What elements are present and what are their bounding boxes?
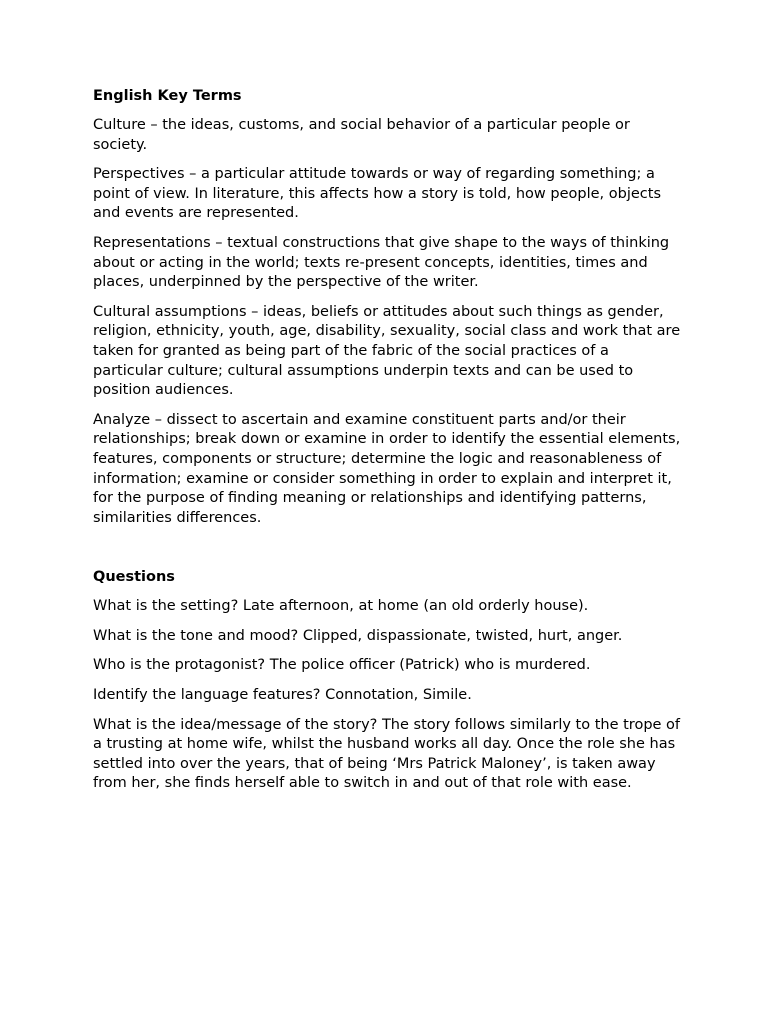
term-analyze: Analyze – dissect to ascertain and examine constituent parts and/or their relationships; break down or examine in order to identify the essential elements, features, components or structure; determine the logic and reasonableness of information; examine or consider something in order to explain and interpret it, for the purpose of finding meaning or relationships and identifying patterns, similarities differences.: [93, 411, 681, 526]
section-spacer: [93, 538, 683, 567]
question-idea-message: What is the idea/message of the story? The story follows similarly to the trope of a trusting at home wife, whilst the husband works all day. Once the role she has settled into over the years, that of being ‘Mrs Patrick Maloney’, is taken away from her, she finds herself able to switch in and out of that role with ease.: [93, 716, 681, 792]
question-language-features: Identify the language features? Connotation, Simile.: [93, 687, 472, 704]
question-tone-mood: What is the tone and mood? Clipped, dispassionate, twisted, hurt, anger.: [93, 627, 623, 644]
questions-heading: Questions: [93, 569, 175, 586]
key-terms-heading: English Key Terms: [93, 88, 242, 104]
question-protagonist: Who is the protagonist? The police officer (Patrick) who is murdered.: [93, 657, 591, 674]
document-page: [93, 86, 683, 804]
term-culture: Culture – the ideas, customs, and social behavior of a particular people or society.: [93, 117, 630, 153]
term-perspectives: Perspectives – a particular attitude towards or way of regarding something; a point of view. In literature, this affects how a story is told, how people, objects and events are represented.: [93, 166, 661, 222]
term-cultural-assumptions: Cultural assumptions – ideas, beliefs or attitudes about such things as gender, religion, ethnicity, youth, age, disability, sexuality, social class and work that are taken for granted as being part of the fabric of the social practices of a particular culture; cultural assumptions underpin texts and can be used to position audiences.: [93, 303, 681, 399]
term-representations: Representations – textual constructions that give shape to the ways of thinking about or acting in the world; texts re-present concepts, identities, times and places, underpinned by the perspective of the writer.: [93, 234, 670, 291]
question-setting: What is the setting? Late afternoon, at home (an old orderly house).: [93, 598, 589, 615]
